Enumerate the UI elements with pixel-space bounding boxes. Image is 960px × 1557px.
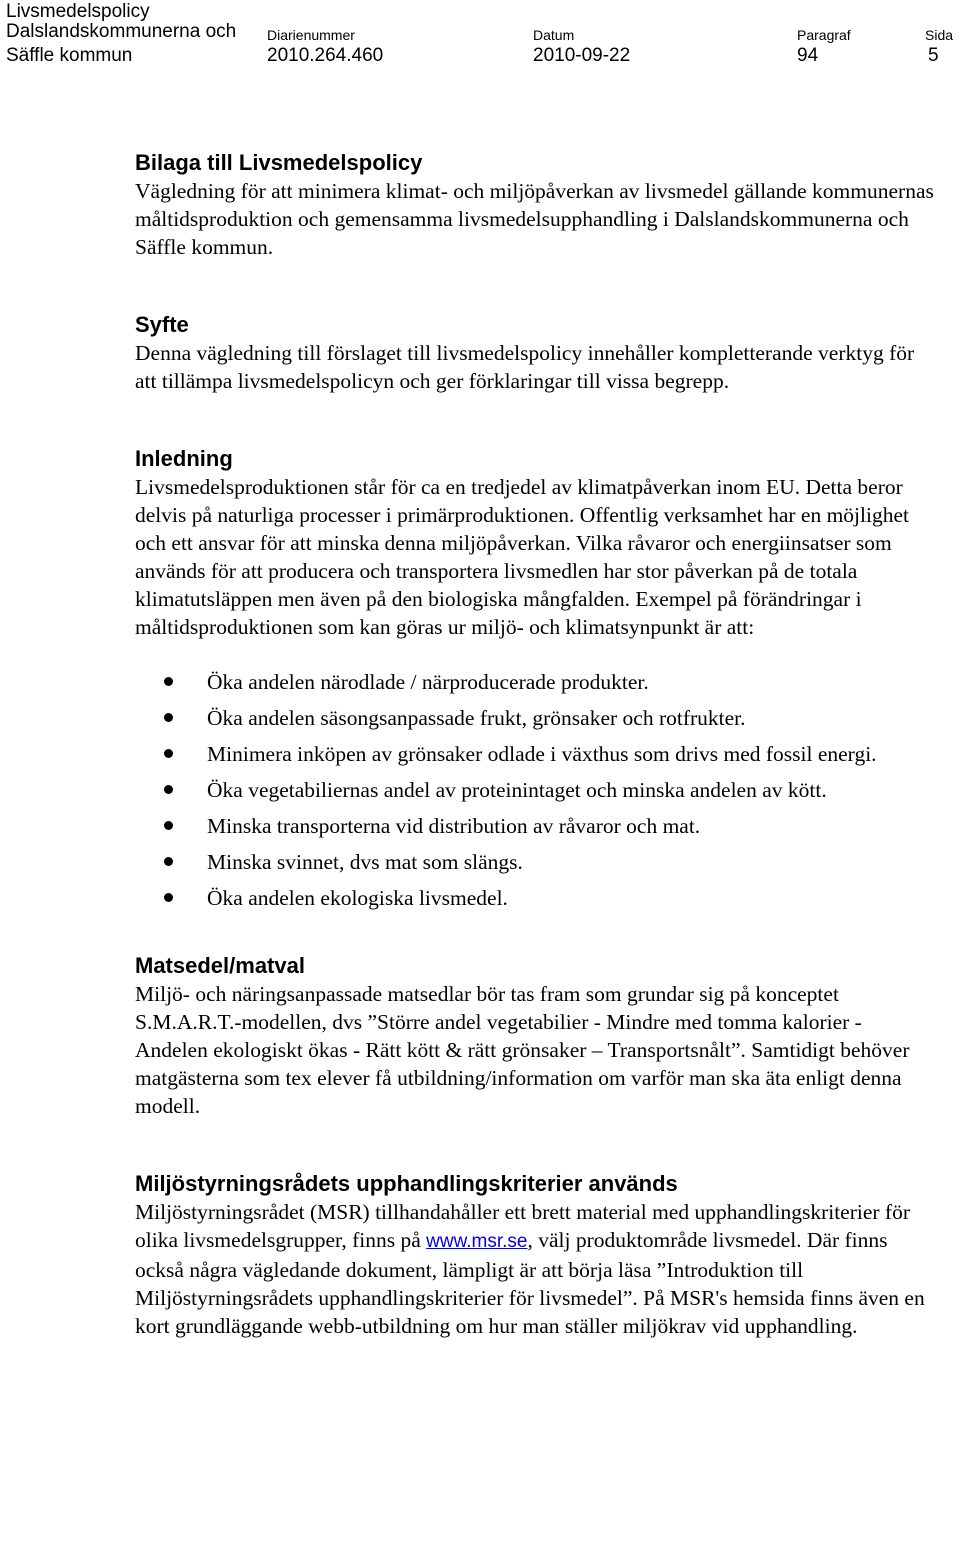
inledning-bullet-list	[135, 668, 935, 912]
bullet-icon	[164, 749, 173, 758]
syfte-text: Denna vägledning till förslaget till livsmedelspolicy innehåller kompletterande verktyg för att tillämpa livsmedelspolicyn och ger förklaringar till vissa begrepp.	[135, 341, 915, 393]
bilaga-text: Vägledning för att minimera klimat- och miljöpåverkan av livsmedel gällande kommunernas måltidsproduktion och gemensamma livsmedelsupphandling i Dalslandskommunerna och Säffle kommun.	[135, 179, 934, 259]
msr-text-before-link: Miljöstyrningsrådet (MSR) tillhandahåller ett brett material med upphandlingskriterier för olika livsmedelsgrupper, finns på	[135, 1200, 910, 1252]
bullet-icon	[164, 893, 173, 902]
document-header	[0, 0, 960, 72]
list-item-text: Minska svinnet, dvs mat som slängs.	[207, 850, 523, 874]
list-item	[135, 884, 935, 912]
inledning-heading: Inledning	[135, 446, 233, 471]
diarienummer-label: Diarienummer	[267, 27, 355, 43]
matsedel-text: Miljö- och näringsanpassade matsedlar bör tas fram som grundar sig på konceptet S.M.A.R.T.-modellen, dvs ”Större andel vegetabilier - Mindre med tomma kalorier - Andelen ekologiskt ökas - Rätt kött & rätt grönsaker – Transportsnålt”. Samtidigt behöver matgästerna som tex elever få utbildning/information om varför man ska äta enligt denna modell.	[135, 982, 910, 1118]
bullet-icon	[164, 821, 173, 830]
sida-value: 5	[928, 45, 939, 66]
msr-link[interactable]: www.msr.se	[426, 1231, 528, 1252]
header-org: Säffle kommun	[6, 45, 133, 66]
diarienummer-value: 2010.264.460	[267, 45, 384, 66]
list-item	[135, 812, 935, 840]
section-inledning	[135, 445, 935, 912]
datum-value: 2010-09-22	[533, 45, 631, 66]
list-item-text: Öka andelen ekologiska livsmedel.	[207, 886, 508, 910]
msr-text-after-link: , välj produktområde livsmedel. Där finns också några vägledande dokument, lämpligt är att börja läsa ”Introduktion till Miljöstyrningsrådets upphandlingskriterier för livsmedel”. På MSR's hemsida finns även en kort grundläggande webb-utbildning om hur man ställer miljökrav vid upphandling.	[135, 1228, 925, 1338]
list-item-text: Minska transporterna vid distribution av råvaror och mat.	[207, 814, 701, 838]
bullet-icon	[164, 785, 173, 794]
section-msr	[135, 1170, 935, 1340]
document-body	[135, 149, 935, 1340]
syfte-heading: Syfte	[135, 312, 189, 337]
inledning-text: Livsmedelsproduktionen står för ca en tredjedel av klimatpåverkan inom EU. Detta beror delvis på naturliga processer i primärproduktionen. Offentlig verksamhet har en möjlighet och ett ansvar för att minska denna miljöpåverkan. Vilka råvaror och energiinsatser som används för att producera och transportera livsmedlen har stor påverkan på de totala klimatutsläppen men även på den biologiska mångfalden. Exempel på förändringar i måltidsproduktionen som kan göras ur miljö- och klimatsynpunkt är att:	[135, 475, 909, 639]
bullet-icon	[164, 677, 173, 686]
paragraf-value: 94	[797, 45, 819, 66]
msr-text	[135, 1198, 935, 1340]
header-title-line1: Livsmedelspolicy	[6, 1, 150, 22]
list-item-text: Öka vegetabiliernas andel av proteinintaget och minska andelen av kött.	[207, 778, 827, 802]
bullet-icon	[164, 857, 173, 866]
list-item	[135, 848, 935, 876]
sida-label: Sida	[925, 27, 954, 43]
bilaga-heading: Bilaga till Livsmedelspolicy	[135, 150, 423, 175]
list-item	[135, 776, 935, 804]
matsedel-heading: Matsedel/matval	[135, 953, 305, 978]
list-item-text: Minimera inköpen av grönsaker odlade i växthus som drivs med fossil energi.	[207, 742, 877, 766]
datum-label: Datum	[533, 27, 575, 43]
list-item-text: Öka andelen säsongsanpassade frukt, grönsaker och rotfrukter.	[207, 706, 746, 730]
header-title-line2: Dalslandskommunerna och	[6, 21, 237, 42]
section-bilaga	[135, 149, 935, 261]
list-item-text: Öka andelen närodlade / närproducerade produkter.	[207, 670, 649, 694]
list-item	[135, 704, 935, 732]
section-matsedel	[135, 952, 935, 1120]
paragraf-label: Paragraf	[797, 27, 851, 43]
list-item	[135, 668, 935, 696]
section-syfte	[135, 311, 935, 395]
list-item	[135, 740, 935, 768]
bullet-icon	[164, 713, 173, 722]
msr-heading: Miljöstyrningsrådets upphandlingskriterier används	[135, 1171, 678, 1196]
